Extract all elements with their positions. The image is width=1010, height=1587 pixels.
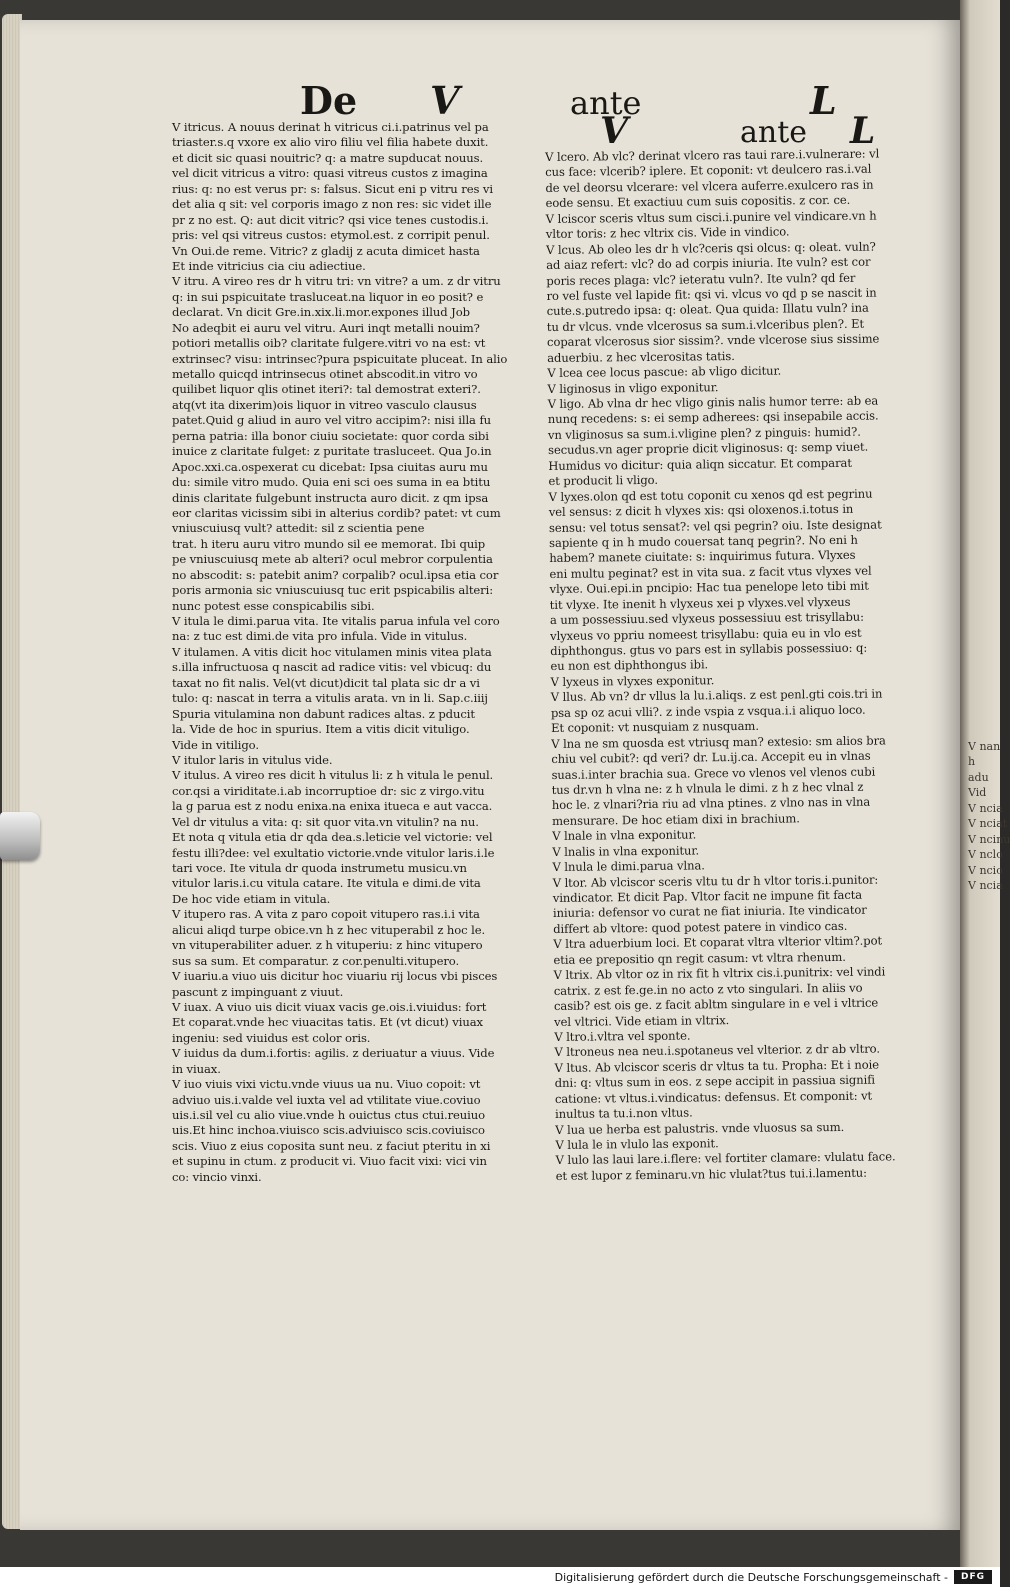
text-line: V ltrix. Ab vltor oz in rix fit h vltrix cis.i.punitrix: vel vindi — [553, 964, 886, 983]
text-line: secudus.vn ager proprie dicit vliginosus: q: semp viuet. — [548, 439, 869, 458]
text-line: V itula le dimi.parua vita. Ite vitalis parua infula vel coro — [172, 614, 500, 628]
facing-page-text — [968, 740, 1010, 894]
text-line: du: simile vitro mudo. Quia eni sci oes suma in ea btitu — [172, 475, 491, 490]
header-letter: V — [430, 78, 460, 123]
text-line: V ltor. Ab vlciscor sceris vltu tu dr h vltor toris.i.punitor: — [552, 872, 879, 890]
text-line: tu dr vlcus. vnde vlcerosus sa sum.i.vlceribus plen?. Et — [546, 316, 865, 334]
text-line: poris reces plaga: vlc? ieteratu vuln?. Ite vuln? qd fer — [546, 270, 856, 288]
text-line: catione: vt vltus.i.vindicatus: defensus. Et componit: vt — [554, 1088, 873, 1106]
text-line: patet.Quid g aliud in auro vel vitro accipim?: nisi illa fu — [172, 413, 492, 428]
text-line: taxat no fit nalis. Vel(vt dicut)dicit tal plata sic dr a vi — [172, 675, 480, 690]
right-header-word: ante — [740, 115, 808, 150]
text-line: vindicator. Et dicit Pap. Vltor facit ne impune fit facta — [552, 887, 863, 905]
text-line: V ltroneus nea neu.i.spotaneus vel vlterior. z dr ab vltro. — [554, 1041, 880, 1060]
text-line: tus dr.vn h vlna ne: z h vlnula le dimi. z h z hec vlnal z — [551, 779, 864, 797]
text-line: sus sa sum. Et comparatur. z cor.penulti.vitupero. — [172, 953, 460, 968]
text-line: inuice z claritate fulget: z puritate trasluceet. Qua Jo.in — [172, 444, 492, 459]
text-line: vlyxeus vo ppriu nomeest trisyllabu: quia eu in vlo est — [550, 625, 862, 643]
edge-text-line: V ncinu — [968, 832, 1010, 846]
text-line: ro vel fuste vel lapide fit: qsi vi. vlcus vo qd p se nascit in — [546, 285, 877, 303]
text-line: De hoc vide etiam in vitula. — [172, 891, 331, 906]
text-line: V lulo las laui lare.i.flere: vel fortiter clamare: vlulatu face. — [555, 1149, 896, 1168]
text-line: la g parua est z nodu enixa.na enixa itueca e aut vacca. — [172, 799, 493, 814]
text-line: habem? manete ciuitate: s: inquirimus futura. Vlyxes — [549, 548, 856, 566]
left-text-column — [172, 120, 552, 1185]
text-line: vel vltrici. Vide etiam in vltrix. — [554, 1012, 730, 1029]
text-line: V ltra aduerbium loci. Et coparat vltra vlterior vltim?.pot — [553, 933, 883, 952]
text-line: adviuo uis.i.valde vel iuxta vel ad vtilitate viue.coviuo — [172, 1092, 481, 1107]
text-line: V iuax. A viuo uis dicit viuax vacis ge.ois.i.viuidus: fort — [172, 999, 487, 1014]
edge-text-line: V ncio — [968, 863, 1003, 877]
text-line: eor claritas vicissim sibi in alterius cordib? patet: vt cum — [172, 505, 501, 520]
text-line: differt ab vltore: quod potest patere in vindico cas. — [553, 918, 848, 936]
text-line: V iuariu.a viuo uis dicitur hoc viuariu rij locus vbi pisces — [172, 969, 498, 984]
text-line: V lnale in vlna exponitur. — [552, 827, 697, 844]
text-line: diphthongus. gtus vo pars est in syllabis possessiuo: q: — [550, 640, 868, 658]
right-header-letter: V — [600, 110, 628, 152]
text-line: perna patria: illa bonor ciuiu societate: quor corda sibi — [172, 428, 489, 443]
text-line: det alia q sit: vel corporis imago z non res: sic videt ille — [172, 197, 492, 212]
text-line: catrix. z est fe.ge.in no acto z vto singulari. In aliis vo — [553, 980, 863, 998]
text-line: V ltro.i.vltra vel sponte. — [554, 1028, 691, 1044]
text-line: eode sensu. Et exactiuu cum suis copositis. z cor. ce. — [545, 193, 851, 211]
text-line: V lnula le dimi.parua vlna. — [552, 858, 705, 875]
text-line: sapiente q in h mudo couersat tanq pegrin?. No eni h — [549, 532, 858, 550]
text-line: mensurare. De hoc etiam dixi in brachium. — [551, 811, 800, 828]
text-line: cus face: vlcerib? iplere. Et coponit: vt deulcero ras.i.val — [545, 162, 872, 180]
text-line: tari voce. Ite vitula dr quoda instrumetu musicu.vn — [172, 861, 467, 875]
text-line: inultus ta tu.i.non vltus. — [555, 1105, 693, 1122]
text-line: tit vlyxe. Ite inenit h vlyxeus xei p vlyxes.vel vlyxeus — [549, 594, 851, 612]
text-line: alicui aliqd turpe obice.vn h z hec vituperabil z hoc le. — [172, 922, 486, 937]
text-line: tulo: q: nascat in terra a vitulis arata. vn in li. Sap.c.iiij — [172, 691, 488, 706]
footer-bar — [0, 1567, 1000, 1587]
text-line: vel sensus: z dicit h vlyxes xis: qsi oloxenos.i.totus in — [548, 501, 854, 520]
edge-text-line: h — [968, 755, 976, 769]
text-line: V iuidus da dum.i.fortis: agilis. z deriuatur a viuus. Vide — [172, 1046, 495, 1061]
text-line: vel dicit vitricus a vitro: quasi vitreus custos z imagina — [172, 166, 488, 181]
edge-text-line: Vid — [968, 786, 987, 800]
text-line: V itulamen. A vitis dicit hoc vitulamen minis vitea plata — [172, 644, 492, 659]
text-line: Et coparat.vnde hec viuacitas tatis. Et (vt dicut) viuax — [172, 1015, 483, 1030]
right-text-column — [545, 146, 951, 1184]
text-line: potiori metallis oib? claritate fulgere.vitri vo na est: vt — [172, 336, 486, 351]
text-line: Vn Oui.de reme. Vitric? z gladij z acuta dimicet hasta — [172, 243, 480, 258]
text-line: casib? est ois ge. z facit abltm singulare in e vel i vltrice — [553, 995, 879, 1014]
text-line: V lciscor sceris vltus sum cisci.i.punire vel vindicare.vn h — [545, 208, 877, 226]
page-stack-edge — [2, 14, 22, 1529]
text-line: eni multu peginat? est in vita sua. z facit vtus vlyxes vel — [549, 563, 872, 581]
text-line: etia ee prepositio qn regit casum: vt vltra rhenum. — [553, 949, 846, 967]
text-line: nunc potest esse conspicabilis sibi. — [172, 598, 375, 613]
text-line: et producit li vligo. — [548, 473, 658, 489]
page-clip — [0, 812, 40, 860]
text-line: V lua ue herba est palustris. vnde vluosus sa sum. — [555, 1119, 845, 1137]
text-line: dni: q: vltus sum in eos. z sepe accipit in passiua signifi — [554, 1072, 876, 1091]
text-line: V lula le in vlulo las exponit. — [555, 1136, 719, 1152]
text-line: V llus. Ab vn? dr vllus la lu.i.aliqs. z est penl.gti cois.tri in — [550, 686, 883, 705]
text-line: uis.Et hinc inchoa.viuisco scis.adviuisco scis.coviuisco — [172, 1123, 485, 1138]
edge-text-line: V nclo — [968, 848, 1003, 862]
text-line: nunq recedens: s: ei semp adherees: qsi insepabile accis. — [547, 408, 879, 427]
text-line: V lyxes.olon qd est totu coponit cu xenos qd est pegrinu — [548, 486, 873, 504]
text-line: iniuria: defensor vo curat ne fiat iniuria. Ite vindicator — [552, 903, 867, 921]
text-line: suas.i.inter brachia sua. Grece vo vlenos vel vlenos cubi — [551, 764, 876, 782]
header-folio: L — [810, 78, 837, 123]
text-line: coparat vlcerosus sior sissim?. vnde vlcerose sius sissime — [546, 331, 880, 350]
text-line: V itricus. A nouus derinat h vitricus ci.i.patrinus vel pa — [172, 120, 489, 134]
text-line: eu non est diphthongus ibi. — [550, 657, 709, 674]
text-line: V lcea cee locus pascue: ab vligo dicitur. — [547, 363, 782, 381]
text-line: co: vincio vinxi. — [172, 1169, 262, 1184]
text-line: V ltus. Ab vlciscor sceris dr vltus ta tu. Propha: Et i noie — [554, 1057, 880, 1075]
text-line: uis.i.sil vel cu alio viue.vnde h ouictus ctus ctui.reuiuo — [172, 1108, 486, 1122]
text-line: V lna ne sm quosda est vtriusq man? extesio: sm alios bra — [551, 733, 886, 751]
text-line: cute.s.putredo ipsa: q: oleat. Qua quida: Illatu vuln? ina — [546, 300, 869, 319]
text-line: atq(vt ita dixerim)ois liquor in vitreo vasculo clausus — [172, 397, 477, 412]
text-line: la. Vide de hoc in spurius. Item a vitis dicit vituligo. — [172, 722, 470, 737]
edge-text-line: V nciat — [968, 817, 1008, 831]
text-line: metallo quicqd intrinsecus otinet abscodit.in vitro vo — [172, 367, 478, 381]
text-line: No adeqbit ei auru vel vitru. Auri inqt metalli nouim? — [172, 320, 480, 335]
text-line: V lyxeus in vlyxes exponitur. — [550, 673, 715, 689]
text-line: V itru. A vireo res dr h vitru tri: vn vitre? a um. z dr vitru — [172, 274, 501, 289]
text-line: chiu vel cubit?: qd veri? dr. Lu.ij.ca. Accepit eu in vlnas — [551, 748, 871, 767]
text-line: de vel deorsu vlcerare: vel vlcera auferre.exulcero ras in — [545, 177, 874, 195]
text-line: q: in sui pspicuitate trasluceat.na liquor in eo posit? e — [172, 289, 484, 304]
text-line: triaster.s.q vxore ex alio viro filiu vel filia habete duxit. — [172, 135, 489, 150]
facing-page-edge — [960, 0, 1010, 1567]
text-line: extrinsec? visu: intrinsec?pura pspicuitate pluceat. In alio — [172, 351, 508, 366]
text-line: Et inde vitricius cia ciu adiectiue. — [172, 258, 366, 273]
text-line: Vide in vitiligo. — [172, 737, 259, 752]
text-line: trat. h iteru auru vitro mundo sil ee memorat. Ibi quip — [172, 536, 486, 551]
edge-text-line: adu — [968, 770, 989, 784]
text-line: vn vliginosus sa sum.i.vligine plen? z pinguis: humid?. — [547, 424, 861, 442]
text-line: ingeniu: sed viuidus est color oris. — [172, 1030, 371, 1045]
text-line: V lcero. Ab vlc? derinat vlcero ras taui rare.i.vulnerare: vl — [545, 146, 880, 164]
text-line: V iuo viuis vixi victu.vnde viuus ua nu. Viuo copoit: vt — [172, 1077, 481, 1092]
text-line: declarat. Vn dicit Gre.in.xix.li.mor.expones illud Job — [172, 305, 470, 320]
text-line: Et nota q vitula etia dr qda dea.s.leticie vel victorie: vel — [172, 830, 493, 845]
text-line: festu illi?dee: vel exultatio victorie.vnde vitulor laris.i.le — [172, 845, 495, 860]
text-line: rius: q: no est verus pr: s: falsus. Sicut eni p vitru res vi — [172, 181, 493, 196]
text-line: ad aiaz refert: vlc? do ad corpis iniuria. Ite vuln? est cor — [546, 254, 871, 273]
text-line: vltor toris: z hec vltrix cis. Vide in vindico. — [545, 224, 790, 242]
text-line: V lcus. Ab oleo les dr h vlc?ceris qsi olcus: q: oleat. vuln? — [545, 239, 876, 257]
text-line: et dicit sic quasi nouitric? q: a matre supducat nouus. — [172, 150, 484, 165]
text-line: dinis claritate fulgebunt instructa auro dicit. z qm ipsa — [172, 490, 489, 505]
text-line: poris armonia sic vniuscuiusq tuc erit pspicabilis alteri: — [172, 583, 493, 598]
text-line: V lnalis in vlna exponitur. — [552, 843, 700, 859]
text-line: Spuria vitulamina non dabunt radices altas. z pducit — [172, 706, 475, 721]
text-line: Humidus vo dicitur: quia aliqn siccatur. Et comparat — [548, 455, 852, 473]
text-line: pris: vel qsi vitreus custos: etymol.est. z corripit penul. — [172, 228, 490, 243]
text-line: vlyxe. Oui.epi.in pncipio: Hac tua penelope leto tibi mit — [549, 578, 869, 597]
text-line: aduerbiu. z hec vlcerositas tatis. — [547, 348, 735, 365]
dfg-logo: DFG — [954, 1570, 992, 1584]
text-line: psa sp oz acui vlli?. z inde vspia z vsqua.i.i aliquo loco. — [550, 702, 866, 720]
text-line: sensu: vel totus sensat?: vel qsi pegrin? oiu. Iste designat — [548, 516, 882, 535]
text-line: pr z no est. Q: aut dicit vitric? qsi vice tenes custodis.i. — [172, 212, 489, 227]
header-word: ante — [570, 84, 642, 122]
text-line: vniuscuiusq vult? attedit: sil z scientia pene — [172, 521, 425, 536]
text-line: Et coponit: vt nusquiam z nusquam. — [550, 718, 759, 736]
text-line: V itupero ras. A vita z paro copoit vitupero ras.i.i vita — [172, 907, 480, 922]
text-line: vn vituperabiliter aduer. z h vituperiu: z hinc vitupero — [172, 938, 483, 953]
header-left: De — [300, 78, 358, 123]
text-line: V liginosus in vligo exponitur. — [547, 379, 719, 396]
text-line: hoc le. z vlnari?ria riu ad vlna ptines. z vlno nas in vlna — [551, 795, 871, 813]
text-line: Apoc.xxi.ca.ospexerat cu dicebat: Ipsa ciuitas auru mu — [172, 459, 488, 474]
text-line: pascunt z impinguant z viuut. — [172, 984, 344, 999]
edge-text-line: V ncia — [968, 801, 1003, 815]
text-line: pe vniuscuiusq mete ab alteri? ocul mebror corpulentia — [172, 552, 493, 567]
text-line: V itulor laris in vitulus vide. — [172, 752, 333, 767]
text-line: vitulor laris.i.cu vitula catare. Ite vitula e dimi.de vita — [172, 876, 481, 891]
text-line: quilibet liquor qlis otinet iteri?: tal demostrat exteri?. — [172, 382, 481, 397]
text-line: na: z tuc est dimi.de vita pro infula. Vide in vitulus. — [172, 629, 468, 644]
right-header-folio: L — [850, 110, 876, 152]
text-line: Vel dr vitulus a vita: q: sit quor vita.vn vitulin? na nu. — [172, 814, 479, 829]
text-line: scis. Viuo z eius coposita sunt neu. z faciut pteritu in xi — [172, 1138, 491, 1153]
text-line: cor.qsi a viriditate.i.ab incorruptioe dr: sic z virgo.vitu — [172, 783, 485, 798]
edge-text-line: V ncia — [968, 878, 1003, 892]
text-line: a um possessiuu.sed vlyxeus possessiuu est trisyllabu: — [549, 609, 865, 628]
text-line: et supinu in ctum. z producit vi. Viuo facit vixi: vici vin — [172, 1154, 487, 1169]
footer-credit: Digitalisierung gefördert durch die Deutsche Forschungsgemeinschaft - — [554, 1571, 948, 1584]
text-line: et est lupor z feminaru.vn hic vlulat?tus tui.i.lamentu: — [555, 1165, 868, 1183]
text-line: no abscodit: s: patebit anim? corpalib? ocul.ipsa etia cor — [172, 567, 499, 582]
edge-text-line: V nan — [968, 740, 1001, 753]
text-line: V ligo. Ab vlna dr hec vligo ginis nalis humor terre: ab ea — [547, 393, 879, 411]
text-line: s.illa infructuosa q nascit ad radice vitis: vel vbicuq: du — [172, 660, 492, 675]
text-line: V itulus. A vireo res dicit h vitulus li: z h vitula le penul. — [172, 768, 494, 783]
text-line: in viuax. — [172, 1061, 221, 1076]
